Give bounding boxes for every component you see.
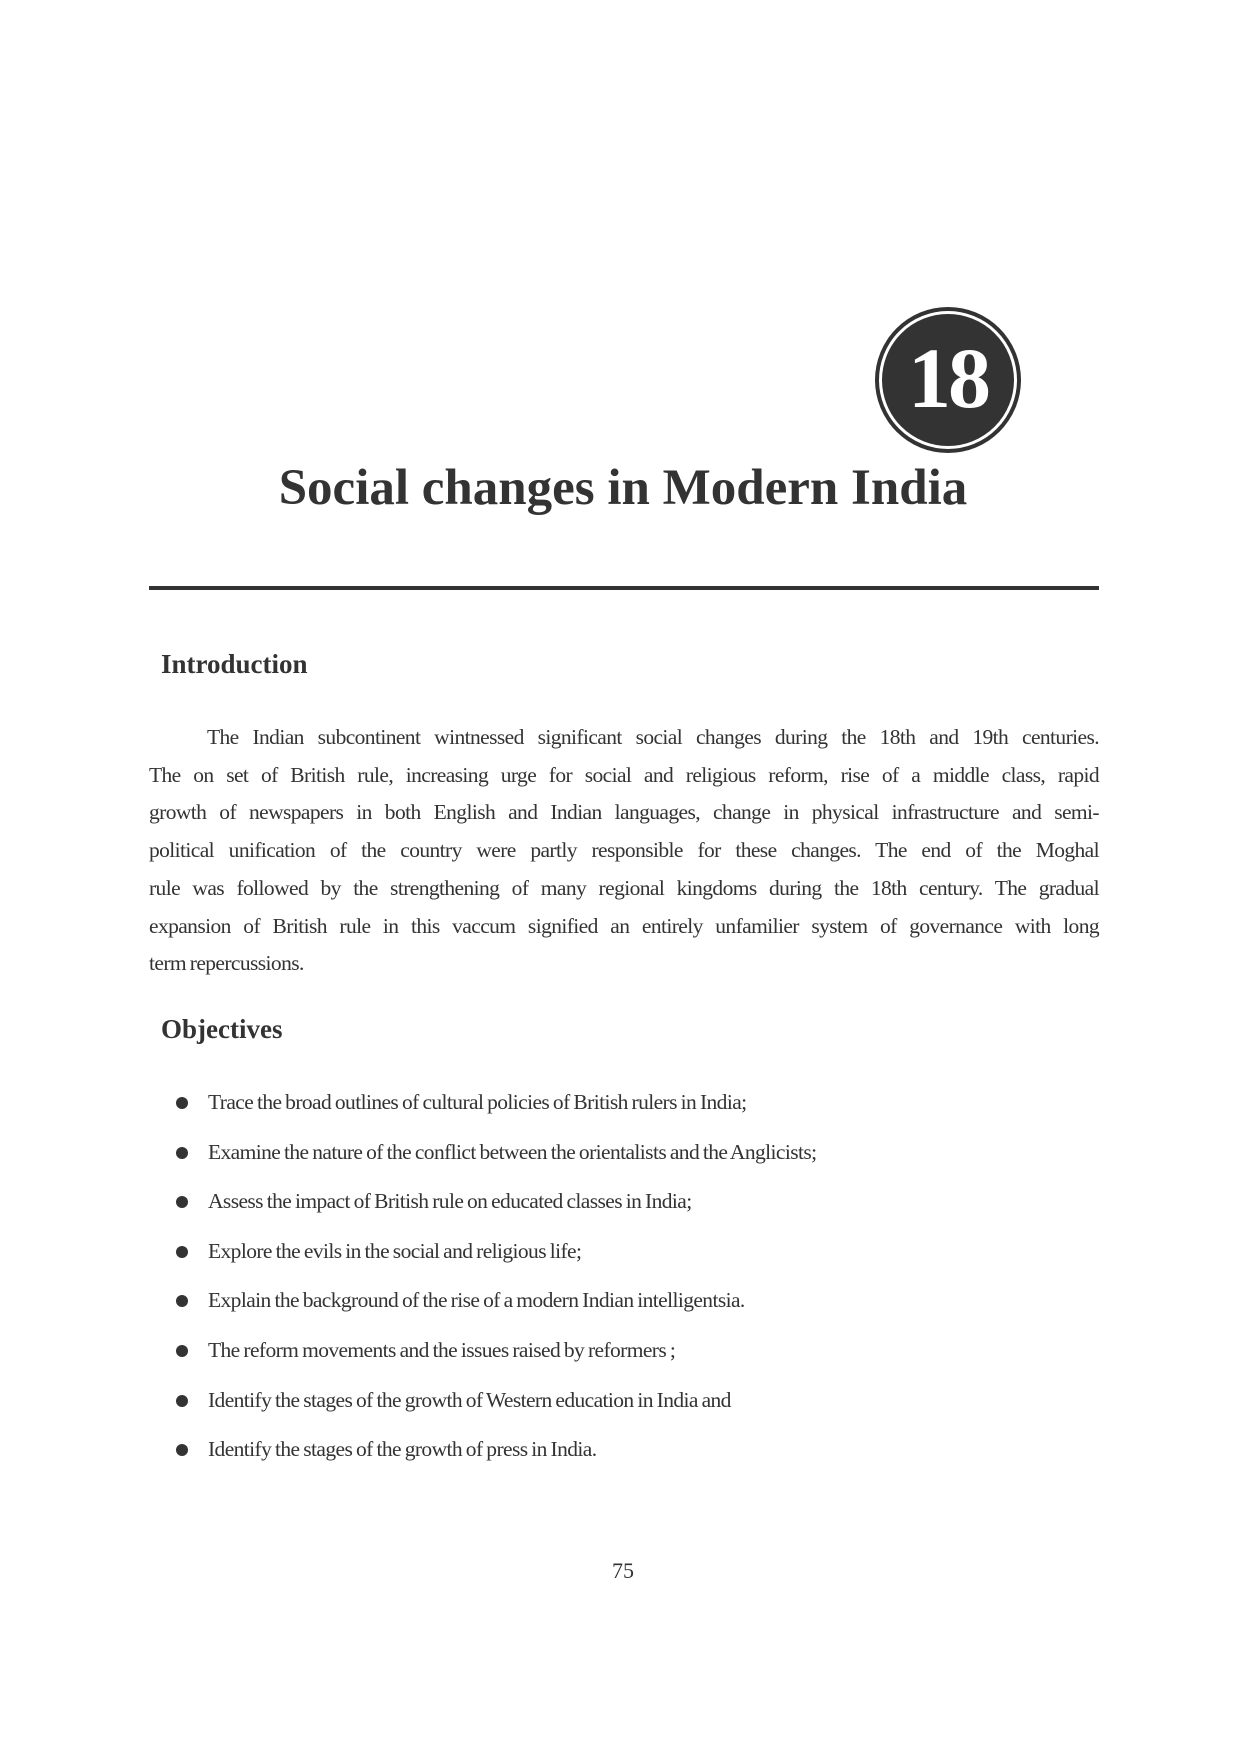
introduction-paragraph [149, 719, 1099, 983]
list-item [176, 1281, 817, 1331]
list-item [176, 1182, 817, 1232]
paragraph-line: political unification of the country were partly responsible for these changes. The end of the Moghal [149, 838, 1099, 863]
paragraph-line: The Indian subcontinent wintnessed significant social changes during the 18th and 19th centuries. [207, 725, 1099, 749]
objective-text: The reform movements and the issues raised by reformers ; [208, 1337, 676, 1362]
objective-text: Identify the stages of the growth of Western education in India and [208, 1387, 731, 1412]
paragraph-line: growth of newspapers in both English and Indian languages, change in physical infrastructure and semi- [149, 800, 1099, 825]
paragraph-line: expansion of British rule in this vaccum signified an entirely unfamilier system of governance with long [149, 913, 1099, 938]
chapter-number-badge [879, 311, 1017, 449]
list-item [176, 1381, 817, 1431]
objective-text: Explain the background of the rise of a modern Indian intelligentsia. [208, 1288, 745, 1313]
paragraph-line: term repercussions. [149, 951, 304, 976]
divider [149, 586, 1099, 590]
list-item [176, 1083, 817, 1133]
objective-text: Examine the nature of the conflict between the orientalists and the Anglicists; [208, 1139, 817, 1164]
objective-text: Assess the impact of British rule on educated classes in India; [208, 1189, 692, 1214]
chapter-title: Social changes in Modern India [278, 460, 968, 516]
paragraph-line: The on set of British rule, increasing urge for social and religious reform, rise of a middle class, rapid [149, 762, 1099, 787]
objective-text: Identify the stages of the growth of press in India. [208, 1437, 597, 1462]
bullet-icon [176, 1395, 188, 1407]
objectives-heading: Objectives [161, 1014, 283, 1044]
bullet-icon [176, 1196, 188, 1208]
bullet-icon [176, 1444, 188, 1456]
list-item [176, 1430, 817, 1480]
chapter-number: 18 [908, 330, 988, 426]
list-item [176, 1232, 817, 1282]
paragraph-line: rule was followed by the strengthening of many regional kingdoms during the 18th century. The gradual [149, 875, 1099, 900]
introduction-heading: Introduction [161, 649, 308, 679]
objective-text: Trace the broad outlines of cultural policies of British rulers in India; [208, 1090, 747, 1114]
bullet-icon [176, 1147, 188, 1159]
objective-text: Explore the evils in the social and religious life; [208, 1238, 582, 1263]
page-number: 75 [612, 1558, 634, 1583]
bullet-icon [176, 1345, 188, 1357]
bullet-icon [176, 1295, 188, 1307]
list-item [176, 1133, 817, 1183]
list-item [176, 1331, 817, 1381]
bullet-icon [176, 1246, 188, 1258]
bullet-icon [176, 1097, 188, 1109]
objectives-list [176, 1083, 817, 1480]
